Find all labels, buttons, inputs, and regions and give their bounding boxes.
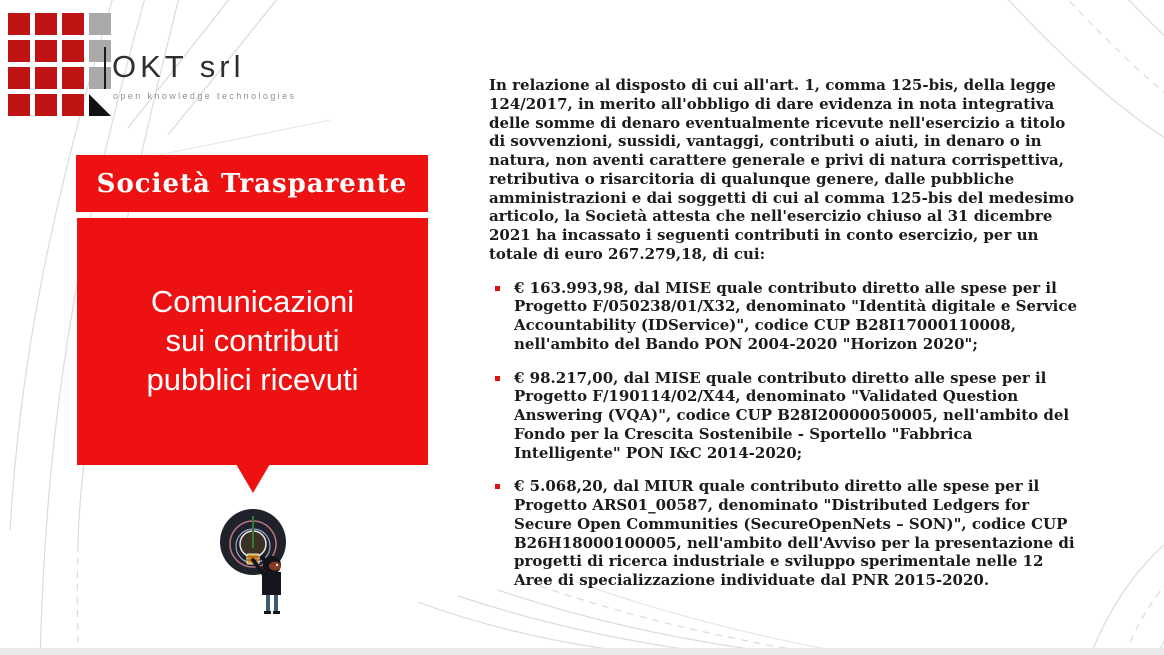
list-item <box>495 369 1081 463</box>
list-item <box>495 477 1081 590</box>
page-title: Comunicazioni sui contributi pubblici ricevuti <box>146 284 359 397</box>
logo-divider <box>104 47 106 89</box>
list-item <box>495 279 1081 354</box>
bullet-square-icon <box>495 484 500 489</box>
logo-tagline: open knowledge technologies <box>113 91 297 101</box>
title-bubble <box>77 218 428 465</box>
idea-person-illustration <box>213 502 297 620</box>
banner-label: Società Trasparente <box>96 168 408 199</box>
logo-corner-triangle-icon <box>89 94 111 116</box>
logo-grid-icon <box>8 13 111 116</box>
list-item-text: € 98.217,00, dal MISE quale contributo diretto alle spese per il Progetto F/190114/02/X44, denominato "Validated Question Answering (VQA)", codice CUP B28I20000050005, nell'ambito del Fondo per la Crescita Sostenibile - Sportello "Fabbrica Intelligente" PON I&C 2014-2020; <box>514 368 1070 462</box>
okt-logo <box>8 13 297 113</box>
bubble-tail-icon <box>236 464 270 493</box>
logo-wordmark: OKT srl <box>112 49 245 84</box>
bullet-square-icon <box>495 376 500 381</box>
transparency-banner <box>76 155 428 212</box>
list-item-text: € 163.993,98, dal MISE quale contributo diretto alle spese per il Progetto F/050238/01/X32, denominato "Identità digitale e Service Accountability (IDService)", codice CUP B28I17000110008, nell'ambito del Bando PON 2004-2020 "Horizon 2020"; <box>514 278 1078 353</box>
bottom-edge-strip <box>0 648 1164 655</box>
intro-paragraph: In relazione al disposto di cui all'art. 1, comma 125-bis, della legge 124/2017, in merito all'obbligo di dare evidenza in nota integrativa delle somme di denaro eventualmente ricevute nell'esercizio a titolo di sovvenzioni, sussidi, vantaggi, contributi o aiuti, in denaro o in natura, non aventi carattere generale e privi di natura corrispettiva, retributiva o risarcitoria di qualunque genere, dalle pubbliche amministrazioni e dai soggetti di cui al comma 125-bis del medesimo articolo, la Società attesta che nell'esercizio chiuso al 31 dicembre 2021 ha incassato i seguenti contributi in conto esercizio, per un totale di euro 267.279,18, di cui: <box>489 76 1075 263</box>
bullet-square-icon <box>495 286 500 291</box>
list-item-text: € 5.068,20, dal MIUR quale contributo diretto alle spese per il Progetto ARS01_00587, denominato "Distributed Ledgers for Secure Open Communities (SecureOpenNets – SON)", codice CUP B26H18000100005, nell'ambito dell'Avviso per la presentazione di progetti di ricerca industriale e sviluppo sperimentale nelle 12 Aree di specializzazione individuate dal PNR 2015-2020. <box>514 477 1075 589</box>
content-column <box>489 76 1081 605</box>
contribution-list <box>489 279 1081 590</box>
